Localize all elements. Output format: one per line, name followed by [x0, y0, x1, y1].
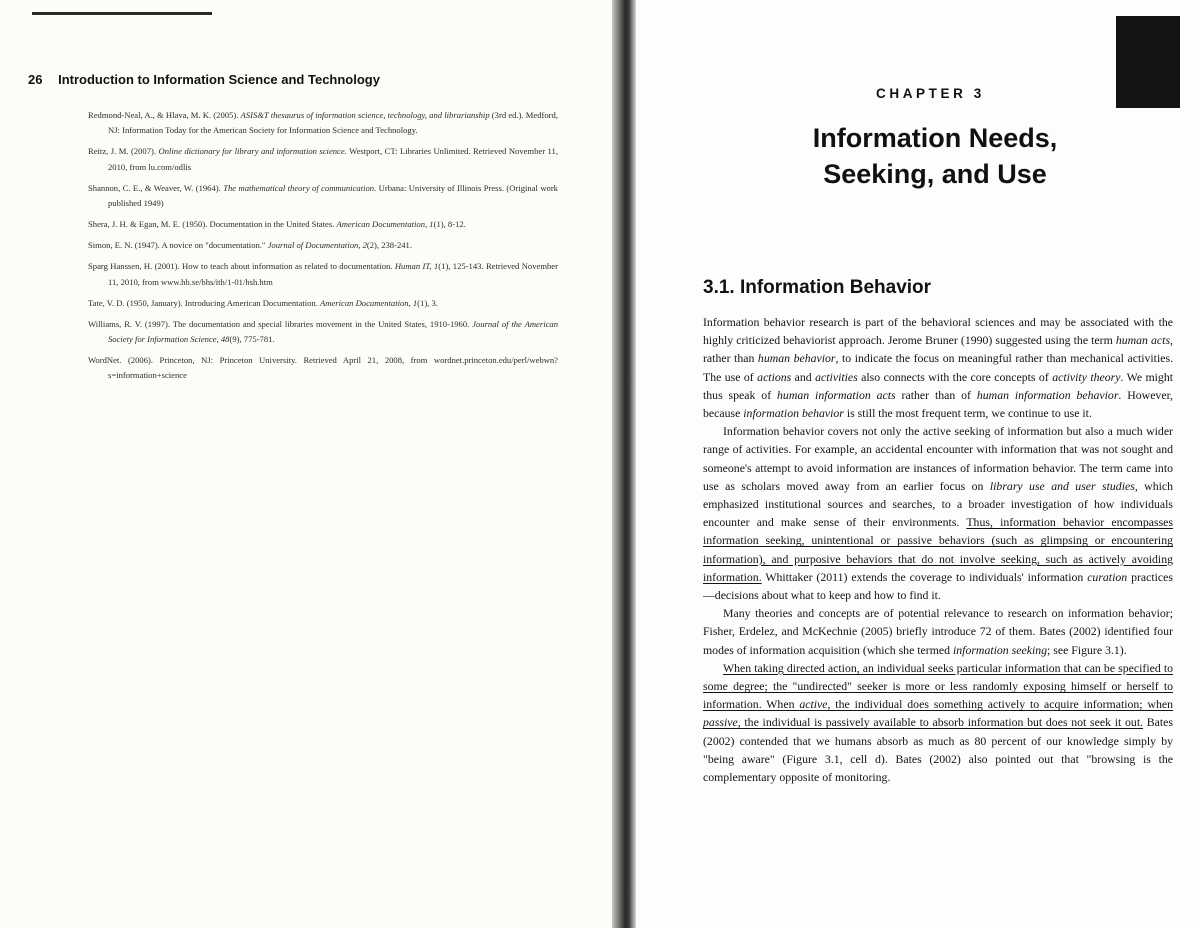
reference-plain: Williams, R. V. (1997). The documentation and special libraries movement in the United States, 1910-1960.	[88, 318, 473, 329]
text-segment: activity theory	[1052, 369, 1121, 384]
text-segment: rather than of	[895, 387, 977, 402]
reference-plain: WordNet. (2006). Princeton, NJ: Princeton University. Retrieved April 21, 2008, from wordnet.princeton.edu/perl/webwn?s=information+science	[88, 355, 558, 381]
paragraph-4	[703, 659, 1173, 786]
reference-plain: Sparg Hanssen, H. (2001). How to teach about information as related to documentation.	[88, 261, 395, 272]
section-heading: 3.1. Information Behavior	[703, 277, 932, 298]
reference-italic: The mathematical theory of communication.	[223, 182, 377, 193]
text-segment: human acts	[1115, 333, 1171, 348]
text-segment: , which emphasized institutional sources and searches, to a broader investigation of how individuals encounter and make sense of their environments.	[703, 478, 1174, 530]
reference-plain: Tate, V. D. (1950, January). Introducing American Documentation.	[88, 297, 321, 308]
reference-entry	[88, 353, 558, 384]
reference-italic: Online dictionary for library and information science.	[158, 146, 347, 157]
page-number: 26	[28, 72, 43, 87]
top-rule	[32, 12, 212, 15]
text-segment: activities	[815, 369, 858, 384]
running-head	[28, 72, 380, 87]
text-segment: Whittaker (2011) extends the coverage to individuals' information	[761, 569, 1088, 584]
text-segment: and	[791, 369, 816, 384]
text-segment: is still the most frequent term, we continue to use it.	[843, 406, 1092, 421]
chapter-thumb-tab	[1116, 16, 1180, 108]
reference-plain: Shannon, C. E., & Weaver, W. (1964).	[88, 182, 224, 193]
text-segment: actions	[757, 369, 792, 384]
text-segment: also connects with the core concepts of	[857, 369, 1053, 384]
reference-entry	[88, 181, 558, 212]
underlined-text: , the individual is passively available to absorb information but does not seek it out.	[737, 715, 1144, 730]
reference-entry	[88, 144, 558, 175]
reference-italic: Journal of the American Society for Information Science, 48	[108, 318, 558, 345]
reference-entry	[88, 108, 558, 139]
reference-italic: ASIS&T thesaurus of information science, technology, and librarianship	[240, 110, 490, 120]
text-segment: Many theories and concepts are of potential relevance to research on information behavior; Fisher, Erdelez, and McKechnie (2005) briefly introduce 72 of them. Bates (2002) identified four modes of information acquisition (which she termed	[703, 606, 1173, 657]
running-head-title: Introduction to Information Science and Technology	[58, 72, 380, 87]
reference-italic: American Documentation, 1	[320, 297, 418, 308]
text-segment: . However, because	[703, 387, 1173, 421]
text-segment: information seeking	[952, 642, 1048, 657]
reference-rest: (9), 775-781.	[229, 334, 275, 345]
underlined-text: passive	[703, 715, 738, 730]
reference-italic: American Documentation, 1	[336, 219, 434, 230]
book-gutter	[612, 0, 636, 928]
reference-list	[88, 108, 558, 389]
reference-rest: (2), 238-241.	[366, 240, 412, 251]
underlined-text: Thus, information behavior encompasses information seeking, unintentional or passive behaviors (such as glimpsing or encountering information), and purposive behaviors that do not involve seeking, such as actively avoiding information.	[703, 515, 1173, 584]
underlined-text: , the individual does something actively to acquire information; when	[827, 697, 1173, 712]
reference-italic: Journal of Documentation, 2	[267, 240, 367, 251]
reference-entry	[88, 296, 558, 311]
text-segment: library use and user studies	[989, 478, 1135, 493]
text-segment: , rather than	[703, 333, 1173, 366]
underlined-text: When taking directed action, an individual seeks particular information that can be specified to some degree; the "undirected" seeker is more or less randomly exposing himself or herself to information. When	[703, 660, 1173, 712]
paragraph-2	[703, 422, 1173, 604]
text-segment: Bates (2002) contended that we humans absorb as much as 80 percent of our knowledge simply by "being aware" (Figure 3.1, cell d). Bates (2002) also pointed out that "browsing is the complementary opposite of monitoring.	[703, 715, 1173, 785]
text-segment: Information behavior research is part of the behavioral sciences and may be associated with the highly criticized behaviorist approach. Jerome Bruner (1990) suggested using the term	[703, 315, 1173, 348]
reference-entry	[88, 317, 558, 348]
reference-entry	[88, 217, 558, 232]
paragraph-1	[703, 313, 1173, 422]
chapter-label: CHAPTER 3	[876, 86, 985, 101]
reference-plain: Reitz, J. M. (2007).	[88, 146, 159, 157]
underlined-text: active	[799, 697, 828, 712]
reference-entry	[88, 238, 558, 253]
text-segment: practices—decisions about what to keep and how to find it.	[703, 569, 1173, 603]
text-segment: human behavior	[757, 351, 836, 366]
text-segment: ; see Figure 3.1).	[1047, 642, 1127, 657]
text-segment: human information acts	[777, 387, 896, 402]
reference-entry	[88, 259, 558, 290]
reference-plain: Redmond-Neal, A., & Hlava, M. K. (2005).	[88, 110, 241, 120]
reference-rest: (1), 3.	[417, 297, 438, 308]
text-segment: information behavior	[743, 406, 844, 421]
text-segment: . We might thus speak of	[703, 369, 1174, 402]
chapter-title: Information Needs, Seeking, and Use	[812, 123, 1058, 189]
reference-plain: Simon, E. N. (1947). A novice on "documentation."	[88, 240, 268, 251]
reference-rest: Urbana: University of Illinois Press. (Original work published 1949)	[108, 182, 558, 209]
reference-italic: Human IT, 1	[394, 261, 439, 272]
reference-rest: (1), 8-12.	[433, 219, 466, 230]
text-segment: curation	[1087, 569, 1128, 584]
paragraph-3	[703, 604, 1173, 659]
text-segment: human information behavior	[976, 387, 1119, 402]
reference-rest: Westport, CT: Libraries Unlimited. Retrieved November 11, 2010, from lu.com/odlis	[108, 146, 558, 172]
reference-rest: (1), 125-143. Retrieved November 11, 2010, from www.hb.se/bhs/ith/1-01/hsh.htm	[108, 261, 558, 287]
reference-plain: Shera, J. H. & Egan, M. E. (1950). Documentation in the United States.	[88, 219, 337, 230]
text-segment: Information behavior covers not only the active seeking of information but also a much wider range of activities. For example, an accidental encounter with information that was not sought and someone's attempt to avoid information are instances of information behavior. The term came into use as scholars moved away from an earlier focus on	[703, 424, 1173, 493]
body-text	[703, 313, 1173, 786]
reference-rest: (3rd ed.). Medford, NJ: Information Today for the American Society for Information Science and Technology.	[108, 110, 558, 136]
text-segment: , to indicate the focus on meaningful rather than mechanical activities. The use of	[703, 351, 1174, 384]
